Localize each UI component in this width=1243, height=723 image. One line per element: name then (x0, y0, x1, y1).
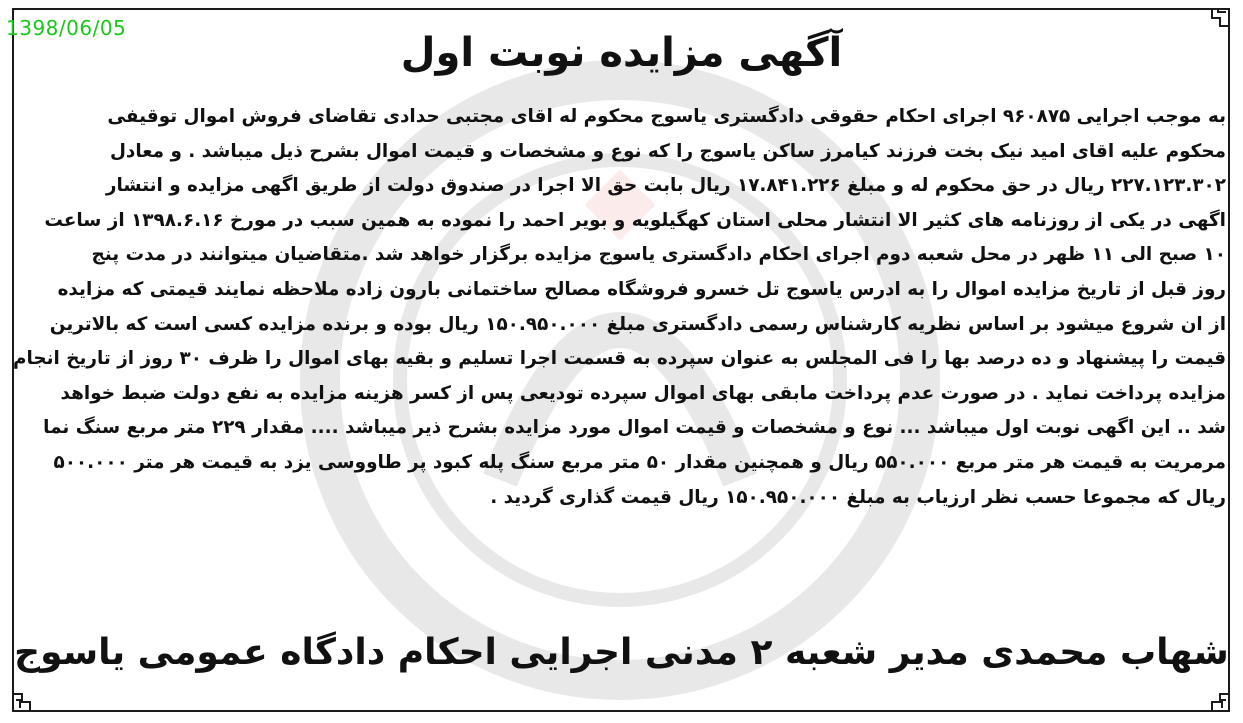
notice-body (12, 100, 1226, 515)
body-line: به موجب اجرایی ۹۶۰۸۷۵ اجرای احکام حقوقی دادگستری یاسوج محکوم له اقای مجتبی حدادی تقاضای فروش اموال توقیفی (107, 106, 1226, 127)
notice-title: آگهی مزایده نوبت اول (400, 30, 843, 76)
signature-line: شهاب محمدی مدیر شعبه ۲ مدنی اجرایی احکام دادگاه عمومی یاسوج (14, 632, 1229, 673)
body-line: مزایده پرداخت نماید . در صورت عدم پرداخت مابقی بهای اموال سپرده تودیعی پس از کسر هزینه مزایده به نفع دولت ضبط خواهد (60, 382, 1226, 404)
body-line: قیمت را پیشنهاد و ده درصد بها را فی المجلس به عنوان سپرده به قسمت اجرا تسلیم و بقیه بهای اموال را ظرف ۳۰ روز از تاریخ انجام (12, 348, 1226, 370)
body-line: محکوم علیه اقای امید نیک بخت فرزند کیامرز ساکن یاسوج را که نوع و مشخصات و قیمت اموال بشرح ذیل میباشد . و معادل (109, 140, 1226, 162)
corner-ornament-icon (1208, 690, 1230, 712)
body-line: ۱۰ صبح الی ۱۱ ظهر در محل شعبه دوم اجرای احکام دادگستری یاسوج مزایده برگزار خواهد شد .متقاضیان میتوانند در مدت پنج (91, 244, 1226, 266)
body-line: اگهی در یکی از روزنامه های کثیر الا انتشار محلی استان کهگیلویه و بویر احمد را نموده به همین سبب در مورخ ۱۳۹۸.۶.۱۶ از ساعت (44, 209, 1226, 231)
body-line: مرمریت به قیمت هر متر مربع ۵۵۰.۰۰۰ ریال و همچنین مقدار ۵۰ متر مربع سنگ پله کبود پر طاووسی یزد به قیمت هر متر ۵۰۰.۰۰۰ (53, 451, 1226, 473)
body-line: شد .. این اگهی نوبت اول میباشد ... نوع و مشخصات و قیمت اموال مورد مزایده بشرح ذیر میباشد .... مقدار ۲۲۹ متر مربع سنگ نما (43, 417, 1226, 439)
publish-date: 1398/06/05 (6, 16, 127, 40)
body-line: ریال که مجموعا حسب نظر ارزیاب به مبلغ ۱۵۰.۹۵۰.۰۰۰ ریال قیمت گذاری گردید . (490, 486, 1226, 508)
body-line: روز قبل از تاریخ مزایده اموال را به ادرس یاسوج تل خسرو فروشگاه مصالح ساختمانی بارون زاده ملاحظه نمایند قیمتی که مزایده (57, 278, 1226, 300)
corner-ornament-icon (1208, 8, 1230, 30)
corner-ornament-icon (12, 690, 34, 712)
body-line: ۲۲۷.۱۲۳.۳۰۲ ریال در حق محکوم له و مبلغ ۱۷.۸۴۱.۲۲۶ ریال بابت حق الا اجرا در صندوق دولت از طریق اگهی مزایده و انتشار (105, 175, 1226, 197)
body-line: از ان شروع میشود بر اساس نظریه کارشناس رسمی دادگستری مبلغ ۱۵۰.۹۵۰.۰۰۰ ریال بوده و برنده مزایده کسی است که بالاترین (49, 313, 1226, 335)
